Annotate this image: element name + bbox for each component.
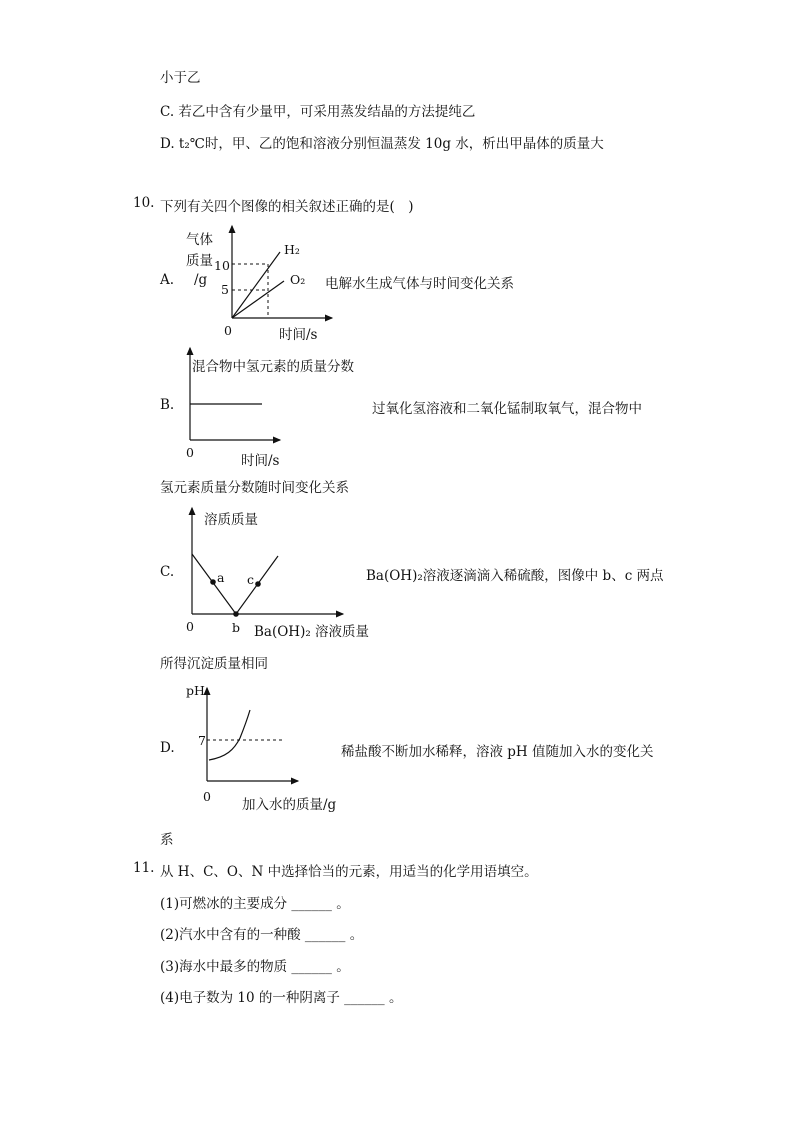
q10-a-text: 电解水生成气体与时间变化关系 <box>325 276 514 292</box>
q10-d-tick-7: 7 <box>198 733 206 748</box>
q11-item-1: (1)可燃冰的主要成分 ______ 。 <box>160 896 350 912</box>
q11-stem: 从 H、C、O、N 中选择恰当的元素，用适当的化学用语填空。 <box>160 864 538 880</box>
q10-b-x-label: 时间/s <box>241 453 280 469</box>
q10-a-tick-10: 10 <box>214 258 230 273</box>
q10-b-text: 过氧化氢溶液和二氧化锰制取氧气，混合物中 <box>372 401 642 417</box>
q10-d-y-title: pH <box>186 683 205 698</box>
q11-number: 11. <box>133 860 155 876</box>
q9-option-c: C. 若乙中含有少量甲，可采用蒸发结晶的方法提纯乙 <box>160 104 476 120</box>
q10-d-origin: 0 <box>203 789 211 804</box>
q10-c-y-title: 溶质质量 <box>204 512 258 528</box>
q10-number: 10. <box>133 195 155 211</box>
q10-a-series-o2: O₂ <box>290 272 306 287</box>
q11-item-3: (3)海水中最多的物质 ______ 。 <box>160 959 350 975</box>
q10-c-text-cont: 所得沉淀质量相同 <box>160 656 268 672</box>
q9-option-d: D. t₂℃时，甲、乙的饱和溶液分别恒温蒸发 10g 水，析出甲晶体的质量大 <box>160 136 604 152</box>
q10-a-series-h2: H₂ <box>284 242 300 257</box>
q10-a-y-title-2: 质量 <box>186 253 213 269</box>
q10-d-text: 稀盐酸不断加水稀释，溶液 pH 值随加入水的变化关 <box>341 744 654 760</box>
q10-c-label: C. <box>160 564 175 580</box>
q10-b-label: B. <box>160 397 175 413</box>
q10-a-x-label: 时间/s <box>279 327 318 343</box>
q10-d-label: D. <box>160 740 175 756</box>
q10-c-x-label: Ba(OH)₂ 溶液质量 <box>254 624 370 640</box>
q10-c-point-a: a <box>217 570 225 585</box>
q10-a-y-unit: /g <box>194 272 208 288</box>
q10-a-tick-5: 5 <box>221 282 229 297</box>
q10-d-x-label: 加入水的质量/g <box>242 797 337 813</box>
q10-c-origin: 0 <box>186 619 194 634</box>
q10-c-point-b: b <box>232 620 241 635</box>
q10-d-curve <box>209 710 250 760</box>
q9-line-top: 小于乙 <box>160 70 201 86</box>
q10-a-origin: 0 <box>224 323 232 338</box>
q11-item-2: (2)汽水中含有的一种酸 ______ 。 <box>160 927 364 943</box>
q10-a-label: A. <box>160 272 175 288</box>
q10-stem: 下列有关四个图像的相关叙述正确的是( ) <box>160 199 414 215</box>
q11-item-4: (4)电子数为 10 的一种阴离子 ______ 。 <box>160 990 403 1006</box>
q10-b-y-title: 混合物中氢元素的质量分数 <box>192 359 354 375</box>
q10-a-y-title-1: 气体 <box>186 232 213 248</box>
q10-c-text: Ba(OH)₂溶液逐滴滴入稀硫酸，图像中 b、c 两点 <box>366 568 664 584</box>
q10-b-origin: 0 <box>186 445 194 460</box>
q10-d-text-cont: 系 <box>160 832 174 848</box>
q10-b-text-cont: 氢元素质量分数随时间变化关系 <box>160 480 349 496</box>
q10-c-point-c: c <box>247 572 255 587</box>
